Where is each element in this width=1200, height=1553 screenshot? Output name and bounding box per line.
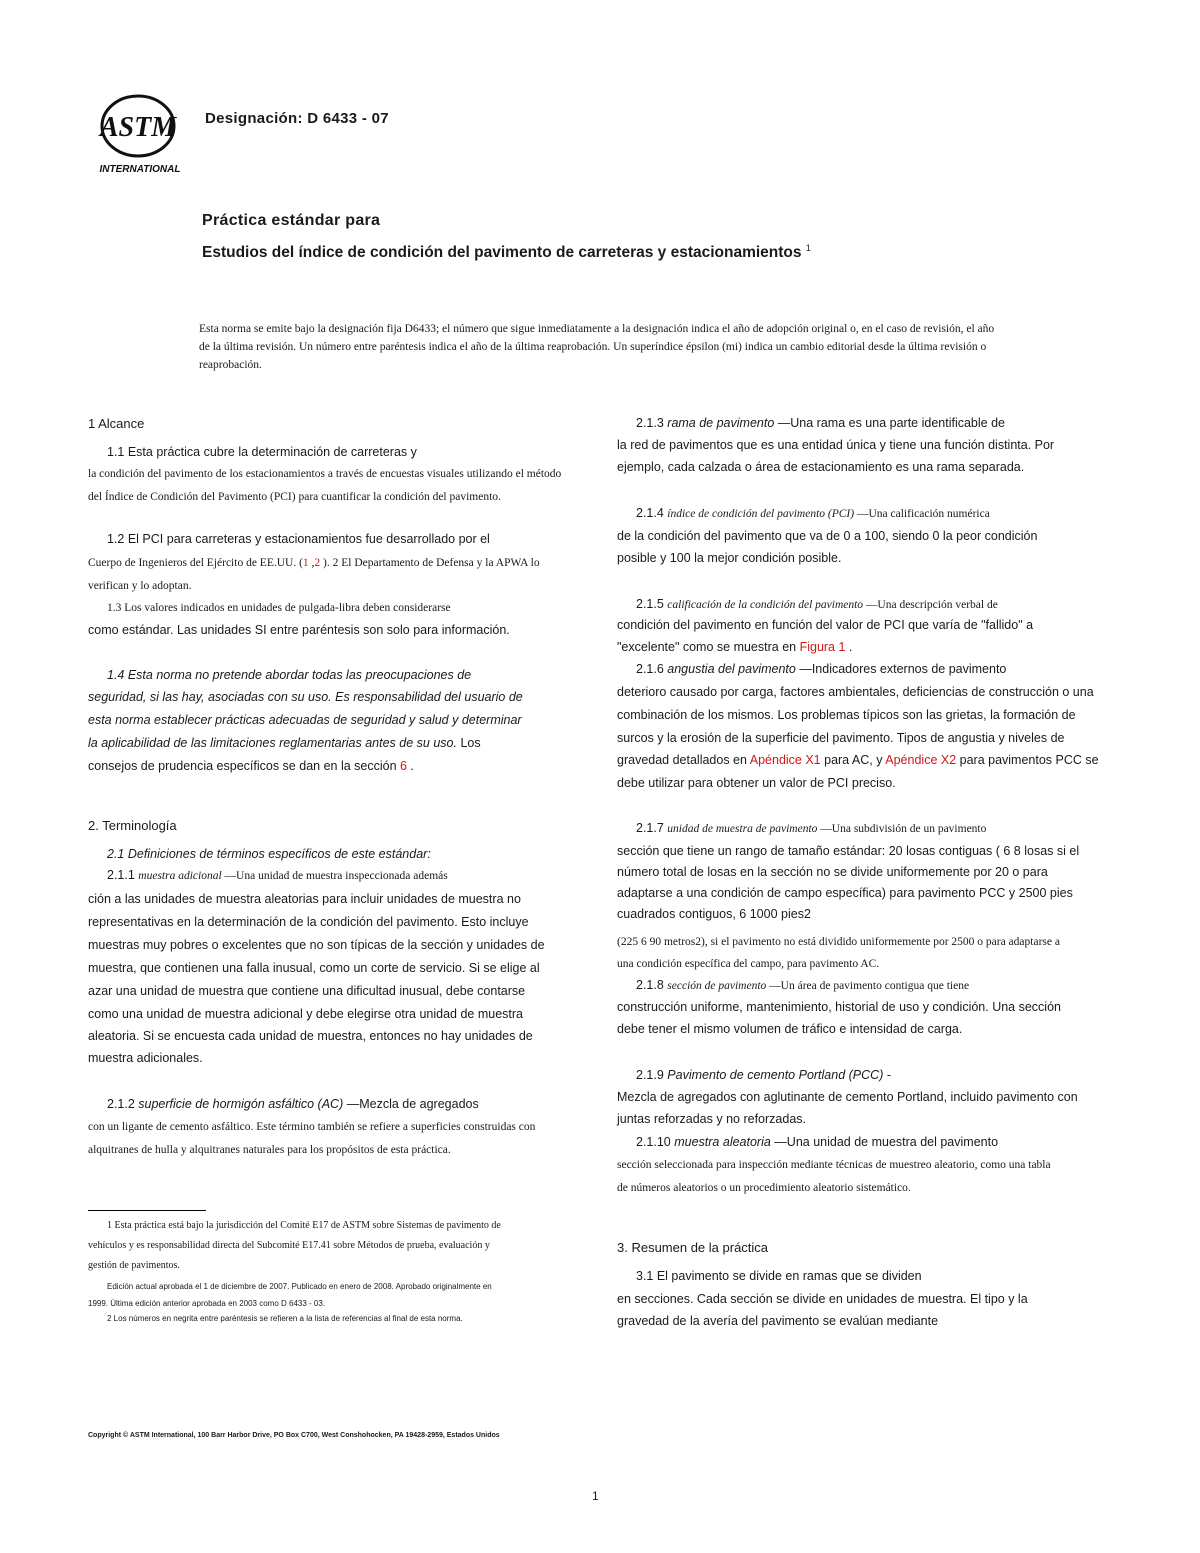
para-2-1-2-line: con un ligante de cemento asfáltico. Este término también se refiere a superficies construidas con — [88, 1121, 536, 1133]
para-2-1-10-line: sección seleccionada para inspección mediante técnicas de muestreo aleatorio, como una tabla — [617, 1159, 1051, 1171]
term-number: 2.1.1 — [107, 868, 139, 882]
para-2-1-2-line — [107, 1096, 479, 1112]
para-2-1-6-line — [617, 752, 1099, 768]
section-3-heading: 3. Resumen de la práctica — [617, 1240, 769, 1255]
para-2-1-1-line: ción a las unidades de muestra aleatorias para incluir unidades de muestra no — [88, 892, 521, 906]
title-line-1: Práctica estándar para — [202, 212, 381, 229]
para-3-1-line: en secciones. Cada sección se divide en unidades de muestra. El tipo y la — [617, 1292, 1028, 1306]
para-2-1-6-line: deterioro causado por carga, factores ambientales, deficiencias de construcción o una — [617, 685, 1094, 699]
footnote-1-line: 1 Esta práctica está bajo la jurisdicción del Comité E17 de ASTM sobre Sistemas de pavimento de — [107, 1220, 501, 1231]
title-line-2 — [202, 243, 811, 262]
para-1-4-line: 1.4 Esta norma no pretende abordar todas las preocupaciones de — [107, 668, 472, 682]
para-3-1-line: gravedad de la avería del pavimento se evalúan mediante — [617, 1314, 939, 1328]
term-number: 2.1.3 — [636, 416, 668, 430]
text-run: —Una subdivisión de un pavimento — [817, 823, 987, 835]
section-2-heading: 2. Terminología — [88, 818, 177, 833]
term-name: sección de pavimento — [667, 980, 767, 992]
term-number: 2.1.6 — [636, 662, 668, 676]
text-run: —Mezcla de agregados — [343, 1097, 479, 1111]
para-1-4-line: seguridad, si las hay, asociadas con su uso. Es responsabilidad del usuario de — [88, 690, 523, 704]
section-link[interactable]: 6 — [400, 759, 407, 773]
text-run: . — [406, 759, 414, 773]
text-run: la aplicabilidad de las limitaciones reglamentarias antes de su uso. — [88, 736, 457, 750]
para-2-1-1-line — [107, 867, 448, 884]
term-number: 2.1.2 — [107, 1097, 139, 1111]
para-2-1-7-line: adaptarse a una condición de campo específica) para pavimento PCC y 2500 pies — [617, 886, 1073, 900]
term-name: unidad de muestra de pavimento — [667, 823, 818, 835]
para-2-1-5-line — [636, 596, 998, 613]
text-run: gravedad detallados en — [617, 753, 750, 767]
para-2-1-5-line — [617, 639, 852, 655]
text-run: para AC, y — [820, 753, 886, 767]
para-2-1-6-line: combinación de los mismos. Los problemas típicos son las grietas, la formación de — [617, 708, 1076, 722]
footnote-edition-line: Edición actual aprobada el 1 de diciembre de 2007. Publicado en enero de 2008. Aprobado originalmente en — [107, 1282, 492, 1291]
term-number: 2.1.5 — [636, 597, 668, 611]
logo-letters: ASTM — [99, 112, 177, 143]
term-number: 2.1.8 — [636, 978, 668, 992]
text-run: , — [308, 557, 315, 569]
para-2-1-7-line — [636, 820, 986, 837]
text-run: . — [845, 640, 853, 654]
para-2-1-4-line: posible y 100 la mejor condición posible. — [617, 551, 842, 565]
para-2-1-8-line: debe tener el mismo volumen de tráfico e intensidad de carga. — [617, 1022, 963, 1036]
text-run: consejos de prudencia específicos se dan en la sección — [88, 759, 400, 773]
title-footnote-mark: 1 — [805, 243, 811, 253]
para-2-1-6-line: debe utilizar para obtener un valor de PCI preciso. — [617, 776, 896, 790]
para-1-2-line: verifican y lo adoptan. — [88, 580, 192, 592]
para-2-1-2-line: alquitranes de hulla y alquitranes naturales para los propósitos de esta práctica. — [88, 1144, 451, 1156]
term-number: 2.1.7 — [636, 821, 668, 835]
page-number: 1 — [592, 1489, 599, 1503]
para-2-1-9-line: Mezcla de agregados con aglutinante de cemento Portland, incluido pavimento con — [617, 1090, 1078, 1104]
footnote-1-line: gestión de pavimentos. — [88, 1260, 180, 1271]
footnote-1-line: vehículos y es responsabilidad directa del Subcomité E17.41 sobre Métodos de prueba, evaluación y — [88, 1240, 490, 1251]
text-run: —Una calificación numérica — [854, 508, 990, 520]
para-2-1-10-line — [636, 1134, 998, 1150]
standard-notice: Esta norma se emite bajo la designación fija D6433; el número que sigue inmediatamente a la designación indica el año de adopción original o, en el caso de revisión, el año de la última revisión. Un número entre paréntesis indica el año de la última reaprobación. Un superíndice épsilon (mi) indica un cambio editorial desde la última revisión o reaprobación. — [199, 323, 995, 371]
logo-subtext: INTERNATIONAL — [99, 164, 181, 175]
text-run: —Un área de pavimento contigua que tiene — [766, 980, 970, 992]
title-text: Estudios del índice de condición del pavimento de carreteras y estacionamientos — [202, 244, 802, 262]
para-2-1-9-line: juntas reforzadas y no reforzadas. — [617, 1112, 806, 1126]
text-run: —Una unidad de muestra del pavimento — [770, 1135, 999, 1149]
appendix-link[interactable]: Apéndice X2 — [885, 753, 957, 767]
term-name: índice de condición del pavimento (PCI) — [667, 508, 855, 520]
para-2-1-4-line — [636, 505, 990, 522]
figure-link[interactable]: Figura 1 — [799, 640, 846, 654]
footnote-2: 2 Los números en negrita entre paréntesis se refieren a la lista de referencias al final de esta norma. — [107, 1314, 463, 1323]
para-2-1-9-line — [636, 1067, 891, 1083]
text-run: Cuerpo de Ingenieros del Ejército de EE.UU. ( — [88, 557, 303, 569]
term-name: calificación de la condición del pavimento — [667, 599, 864, 611]
para-2-1: 2.1 Definiciones de términos específicos de este estándar: — [107, 847, 431, 861]
para-1-2-line — [88, 555, 540, 571]
para-2-1-1-line: como una unidad de muestra adicional y debe elegirse otra unidad de muestra — [88, 1007, 523, 1021]
para-1-4-line — [88, 758, 414, 774]
para-1-1-line: 1.1 Esta práctica cubre la determinación de carreteras y — [107, 445, 417, 459]
para-2-1-7-line: sección que tiene un rango de tamaño estándar: 20 losas contiguas ( 6 8 losas si el — [617, 844, 1080, 858]
para-2-1-5-line: condición del pavimento en función del valor de PCI que varía de "fallido" a — [617, 618, 1034, 632]
text-run: - — [883, 1068, 891, 1082]
para-2-1-1-line: representativas en la determinación de la condición del pavimento. Esto incluye — [88, 915, 529, 929]
para-2-1-3-line — [636, 415, 1005, 431]
para-2-1-7-line: una condición específica del campo, para pavimento AC. — [617, 958, 880, 970]
para-1-4-line: esta norma establecer prácticas adecuadas de seguridad y salud y determinar — [88, 713, 522, 727]
term-name: superficie de hormigón asfáltico (AC) — [138, 1097, 344, 1111]
text-run: —Una unidad de muestra inspeccionada además — [221, 870, 448, 882]
para-1-3-line: como estándar. Las unidades SI entre paréntesis son solo para información. — [88, 623, 510, 637]
term-name: muestra aleatoria — [674, 1135, 771, 1149]
section-1-heading: 1 Alcance — [88, 416, 145, 431]
text-run: "excelente" como se muestra en — [617, 640, 800, 654]
footnote-rule — [88, 1210, 206, 1211]
designation: Designación: D 6433 - 07 — [205, 110, 389, 127]
para-3-1-line: 3.1 El pavimento se divide en ramas que se dividen — [636, 1269, 922, 1283]
term-name: rama de pavimento — [667, 416, 775, 430]
term-number: 2.1.9 — [636, 1068, 668, 1082]
term-name: angustia del pavimento — [667, 662, 796, 676]
para-1-3-line: 1.3 Los valores indicados en unidades de pulgada-libra deben considerarse — [107, 602, 451, 614]
para-2-1-8-line — [636, 977, 969, 994]
para-1-1-line: la condición del pavimento de los estacionamientos a través de encuestas visuales utilizando el método — [88, 468, 562, 480]
reference-link[interactable]: 1 — [302, 557, 309, 569]
para-2-1-1-line: muestra, que contienen una falla inusual, como un corte de servicio. Si se elige al — [88, 961, 540, 975]
para-2-1-3-line: la red de pavimentos que es una entidad única y tiene una función distinta. Por — [617, 438, 1055, 452]
para-2-1-6-line — [636, 661, 1006, 677]
para-2-1-1-line: azar una unidad de muestra que contiene una dificultad inusual, debe contarse — [88, 984, 526, 998]
term-name: muestra adicional — [138, 870, 222, 882]
para-2-1-1-line: aleatoria. Si se encuesta cada unidad de muestra, entonces no hay unidades de — [88, 1029, 533, 1043]
text-run: —Una descripción verbal de — [863, 599, 998, 611]
term-number: 2.1.4 — [636, 506, 668, 520]
para-2-1-1-line: muestras muy pobres o excelentes que no son típicas de la sección y unidades de — [88, 938, 545, 952]
para-2-1-7-line: número total de losas en la sección no se divide uniformemente por 20 o para — [617, 865, 1048, 879]
para-2-1-3-line: ejemplo, cada calzada o área de estacionamiento es una rama separada. — [617, 460, 1025, 474]
text-run: para pavimentos PCC se — [956, 753, 1099, 767]
para-2-1-8-line: construcción uniforme, mantenimiento, historial de uso y condición. Una sección — [617, 1000, 1061, 1014]
reference-link[interactable]: 2 — [314, 557, 321, 569]
text-run: —Indicadores externos de pavimento — [795, 662, 1007, 676]
astm-logo-mark — [88, 92, 192, 178]
astm-logo — [88, 92, 192, 178]
para-2-1-4-line: de la condición del pavimento que va de 0 a 100, siendo 0 la peor condición — [617, 529, 1038, 543]
para-2-1-7-line: (225 6 90 metros2), si el pavimento no está dividido uniformemente por 2500 o para adaptarse a — [617, 936, 1060, 948]
para-2-1-1-line: muestra adicionales. — [88, 1051, 203, 1065]
para-1-2-line: 1.2 El PCI para carreteras y estacionamientos fue desarrollado por el — [107, 532, 490, 546]
copyright-notice: Copyright © ASTM International, 100 Barr Harbor Drive, PO Box C700, West Conshohocken, PA 19428-2959, Estados Unidos — [88, 1432, 500, 1439]
para-1-4-line — [88, 735, 481, 751]
text-run: Los — [456, 736, 481, 750]
text-run: —Una rama es una parte identificable de — [774, 416, 1005, 430]
appendix-link[interactable]: Apéndice X1 — [749, 753, 821, 767]
para-1-1-line: del Índice de Condición del Pavimento (PCI) para cuantificar la condición del pavimento. — [88, 491, 501, 503]
footnote-edition-line: 1999. Última edición anterior aprobada en 2003 como D 6433 - 03. — [88, 1299, 326, 1308]
text-run: ). 2 El Departamento de Defensa y la APWA lo — [320, 557, 540, 569]
para-2-1-6-line: surcos y la erosión de la superficie del pavimento. Tipos de angustia y niveles de — [617, 731, 1065, 745]
term-name: Pavimento de cemento Portland (PCC) — [667, 1068, 884, 1082]
para-2-1-10-line: de números aleatorios o un procedimiento aleatorio sistemático. — [617, 1182, 911, 1194]
para-2-1-7-line: cuadrados contiguos, 6 1000 pies2 — [617, 907, 811, 921]
term-number: 2.1.10 — [636, 1135, 675, 1149]
